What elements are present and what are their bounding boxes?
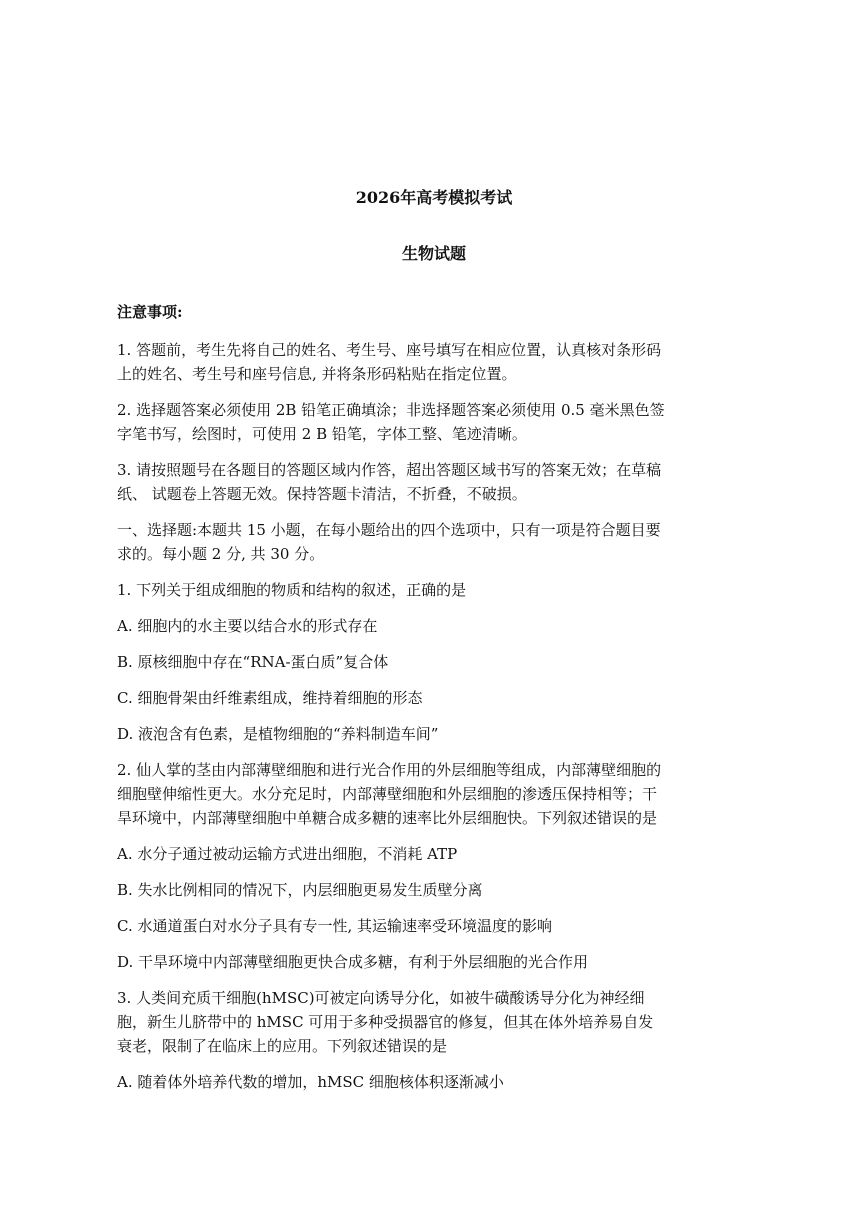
exam-subtitle: 生物试题 xyxy=(401,244,466,263)
section-heading xyxy=(117,518,757,566)
question-2-option-d: D. 干旱环境中内部薄壁细胞更快合成多糖，有利于外层细胞的光合作用 xyxy=(117,953,589,971)
section-heading-line-1: 一、选择题:本题共 15 小题，在每小题给出的四个选项中，只有一项是符合题目要 xyxy=(117,521,661,539)
question-2-option-a: A. 水分子通过被动运输方式进出细胞，不消耗 ATP xyxy=(117,845,458,863)
question-1-option-b: B. 原核细胞中存在“RNA-蛋白质”复合体 xyxy=(117,653,389,671)
notice-item-3-line-1: 3. 请按照题号在各题目的答题区域内作答，超出答题区域书写的答案无效；在草稿 xyxy=(117,461,662,479)
question-3-stem xyxy=(117,986,757,1058)
exam-body xyxy=(117,300,757,1106)
question-3-option-a: A. 随着体外培养代数的增加，hMSC 细胞核体积逐渐减小 xyxy=(117,1073,504,1091)
question-2-stem-line-1: 2. 仙人掌的茎由内部薄壁细胞和进行光合作用的外层细胞等组成，内部薄壁细胞的 xyxy=(117,761,662,779)
exam-title: 2026年高考模拟考试 xyxy=(355,188,513,207)
notice-heading: 注意事项: xyxy=(117,303,183,321)
question-2-option-b: B. 失水比例相同的情况下，内层细胞更易发生质壁分离 xyxy=(117,881,483,899)
question-2-stem-line-3: 旱环境中，内部薄壁细胞中单糖合成多糖的速率比外层细胞快。下列叙述错误的是 xyxy=(117,809,658,827)
question-3-stem-line-1: 3. 人类间充质干细胞(hMSC)可被定向诱导分化，如被牛磺酸诱导分化为神经细 xyxy=(117,989,645,1007)
question-3-stem-line-2: 胞，新生儿脐带中的 hMSC 可用于多种受损器官的修复，但其在体外培养易自发 xyxy=(117,1013,654,1031)
question-1-option-d: D. 液泡含有色素，是植物细胞的“养料制造车间” xyxy=(117,725,439,743)
question-2-stem-line-2: 细胞壁伸缩性更大。水分充足时，内部薄壁细胞和外层细胞的渗透压保持相等；干 xyxy=(117,785,658,803)
notice-item-1-line-1: 1. 答题前，考生先将自己的姓名、考生号、座号填写在相应位置，认真核对条形码 xyxy=(117,341,662,359)
question-1-option-c: C. 细胞骨架由纤维素组成，维持着细胞的形态 xyxy=(117,689,423,707)
notice-item-3-line-2: 纸、 试题卷上答题无效。保持答题卡清洁，不折叠，不破损。 xyxy=(117,485,527,503)
question-3-stem-line-3: 衰老，限制了在临床上的应用。下列叙述错误的是 xyxy=(117,1037,448,1055)
notice-item-2 xyxy=(117,398,757,446)
notice-item-2-line-2: 字笔书写，绘图时，可使用 2 B 铅笔，字体工整、笔迹清晰。 xyxy=(117,425,527,443)
question-2-option-c: C. 水通道蛋白对水分子具有专一性, 其运输速率受环境温度的影响 xyxy=(117,917,553,935)
question-1-option-a: A. 细胞内的水主要以结合水的形式存在 xyxy=(117,617,378,635)
notice-item-2-line-1: 2. 选择题答案必须使用 2B 铅笔正确填涂；非选择题答案必须使用 0.5 毫米黑色签 xyxy=(117,401,665,419)
notice-item-1-line-2: 上的姓名、考生号和座号信息, 并将条形码粘贴在指定位置。 xyxy=(117,365,517,383)
question-2-stem xyxy=(117,758,757,830)
question-1-stem: 1. 下列关于组成细胞的物质和结构的叙述，正确的是 xyxy=(117,581,467,599)
section-heading-line-2: 求的。每小题 2 分, 共 30 分。 xyxy=(117,545,325,563)
notice-item-1 xyxy=(117,338,757,386)
notice-item-3 xyxy=(117,458,757,506)
